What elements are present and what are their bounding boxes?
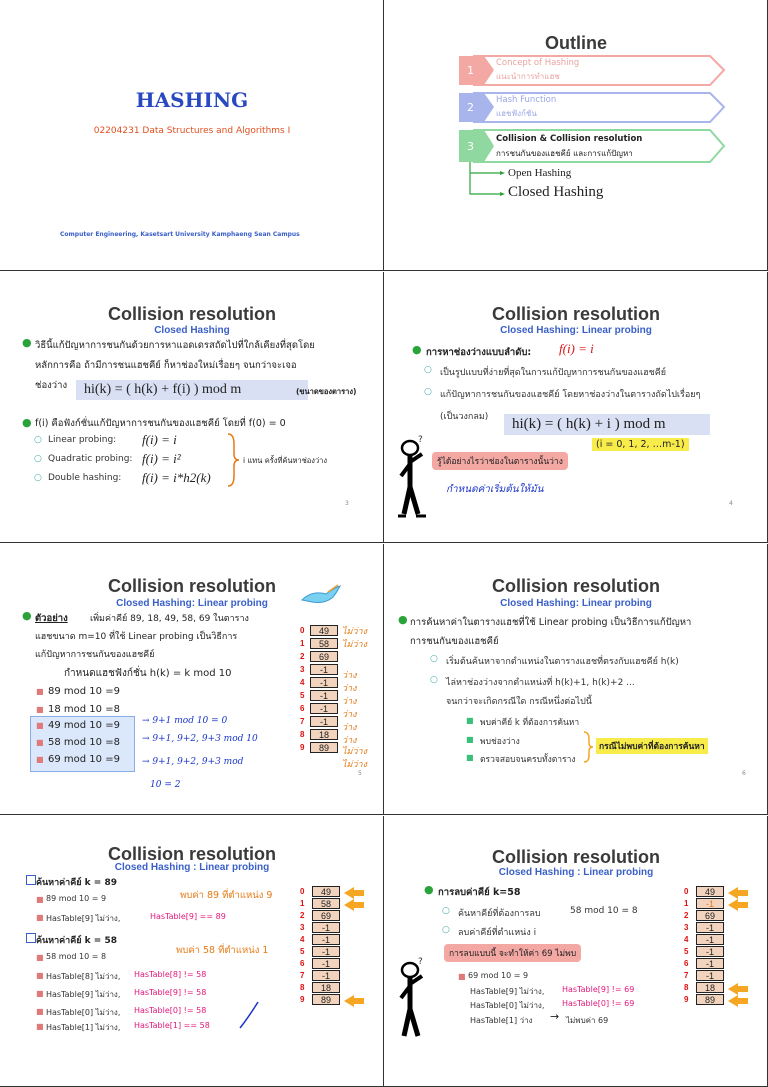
- bullet-text: การหาช่องว่างแบบลำดับ:: [426, 347, 532, 358]
- table-index: 2: [300, 911, 305, 920]
- bullet-icon: ●: [412, 343, 422, 356]
- table-index: 3: [684, 923, 689, 932]
- slide-7: [0, 816, 384, 1087]
- case-2: พบช่องว่าง: [480, 737, 520, 747]
- hash-cell: 49: [312, 886, 340, 897]
- slide-title: Collision resolution: [491, 847, 660, 867]
- para-2: หลักการคือ ถ้ามีการชนแฮชคีย์ ก็หาช่องใหม่เรื่อยๆ จนกว่าจะเจอ: [35, 360, 297, 371]
- formula-text: hi(k) = ( h(k) + f(i) ) mod m: [84, 382, 242, 397]
- query-2-step-4: HasTable[0] ไม่ว่าง,: [46, 1008, 121, 1017]
- checkbox-bullet-icon: [26, 933, 36, 943]
- table-index: 4: [300, 935, 305, 944]
- case-1: พบค่าคีย์ k ที่ต้องการค้นหา: [480, 718, 580, 728]
- pointer-arrow-icon: [728, 995, 738, 1007]
- hash-cell: 58: [312, 898, 340, 909]
- hash-cell: 58: [310, 638, 338, 649]
- outline-num-1: 1: [467, 64, 474, 77]
- example-line-2: แฮชขนาด m=10 ที่ใช้ Linear probing เป็นวิธีการ: [35, 632, 238, 642]
- query-2-step-5: HasTable[1] ไม่ว่าง,: [46, 1023, 121, 1032]
- hash-table: [684, 886, 734, 1016]
- hash-cell: 89: [310, 742, 338, 753]
- table-note: ไม่ว่าง: [342, 747, 367, 757]
- range-box: [592, 438, 689, 451]
- trace-4: HasTable[1] ว่าง: [470, 1016, 533, 1025]
- hash-cell: -1: [310, 677, 338, 688]
- trace-2-cmp: HasTable[9] != 69: [562, 985, 635, 994]
- table-index: 1: [300, 899, 305, 908]
- method-2-name: Quadratic probing:: [48, 454, 133, 464]
- bullet-formula: f(i) = i: [559, 341, 594, 356]
- method-1-f: f(i) = i: [142, 432, 177, 447]
- slide-subtitle: Closed Hashing: [154, 325, 230, 336]
- table-index: 0: [300, 626, 305, 635]
- method-3-f: f(i) = i*h2(k): [142, 470, 211, 485]
- table-index: 1: [684, 899, 689, 908]
- slide-title: Collision resolution: [491, 576, 660, 596]
- unicorn-icon: [298, 584, 344, 606]
- example-line-3: แก้ปัญหาการชนกันของแฮชคีย์: [35, 650, 155, 660]
- page-number: 3: [345, 500, 349, 507]
- hash-cell: 18: [310, 729, 338, 740]
- query-2-step-4-cmp: HasTable[0] != 58: [134, 1006, 207, 1015]
- hash-cell: -1: [696, 922, 724, 933]
- thinking-person-icon: [396, 432, 432, 520]
- slide-6: [384, 544, 768, 815]
- query-1: ค้นหาค่าคีย์ k = 89: [36, 878, 117, 888]
- bullet-line-2: การชนกันของแฮชคีย์: [410, 636, 499, 647]
- trace-4-result: ไม่พบค่า 69: [566, 1016, 609, 1025]
- square-bullet-icon: ■: [466, 735, 474, 744]
- sub-2: แก้ปัญหาการชนกันของแฮชคีย์ โดยหาช่องว่างในตารางถัดไปเรื่อยๆ: [440, 390, 701, 400]
- outline-sub-closed: Closed Hashing: [508, 184, 604, 200]
- square-bullet-icon: ■: [466, 753, 474, 762]
- table-index: 7: [300, 717, 305, 726]
- warning-note-text: การลบแบบนี้ จะทำให้ค่า 69 ไม่พบ: [449, 949, 577, 959]
- outline-item-2-en: Hash Function: [496, 95, 557, 105]
- query-1-step-2-cmp: HasTable[9] == 89: [150, 912, 226, 921]
- outline-item-1-th: แนะนำการทำแฮช: [496, 72, 560, 81]
- slide-5: [0, 544, 384, 815]
- handwritten-step-4: 10 = 2: [150, 780, 181, 790]
- hash-cell: 69: [310, 651, 338, 662]
- method-1-name: Linear probing:: [48, 435, 117, 445]
- query-1-step-2: HasTable[9] ไม่ว่าง,: [46, 914, 121, 923]
- table-note: ว่าง: [342, 723, 357, 733]
- handwritten-step-1: → 9+1 mod 10 = 0: [142, 716, 228, 726]
- trace-1: 69 mod 10 = 9: [468, 971, 529, 980]
- query-1-result: พบค่า 89 ที่ตำแหน่ง 9: [180, 890, 273, 901]
- outline-item-2-th: แฮชฟังก์ชัน: [496, 109, 537, 118]
- brace-icon: [226, 432, 240, 488]
- hash-cell: -1: [310, 703, 338, 714]
- table-index: 0: [684, 887, 689, 896]
- square-bullet-icon: ■: [36, 971, 44, 980]
- table-index: 9: [300, 743, 305, 752]
- table-index: 8: [300, 730, 305, 739]
- query-2: ค้นหาค่าคีย์ k = 58: [36, 936, 117, 946]
- table-index: 5: [684, 947, 689, 956]
- method-3-name: Double hashing:: [48, 473, 122, 483]
- slide-1: [0, 0, 384, 271]
- outline-item-3-th: การชนกันของแฮชคีย์ และการแก้ปัญหา: [496, 149, 633, 158]
- thought-note: [432, 452, 568, 470]
- bullet-line-1: การค้นหาค่าในตารางแฮชที่ใช้ Linear probing เป็นวิธีการแก้ปัญหา: [410, 617, 692, 628]
- slide-subtitle: Closed Hashing: Linear probing: [116, 598, 268, 609]
- delete-step-1: ค้นหาคีย์ที่ต้องการลบ: [458, 909, 541, 919]
- pointer-arrow-icon: [344, 995, 354, 1007]
- query-2-step-1: 58 mod 10 = 8: [46, 952, 107, 961]
- bullet-icon: ●: [22, 609, 32, 622]
- circle-bullet-icon: ○: [424, 365, 432, 375]
- square-bullet-icon: ■: [36, 913, 44, 922]
- hash-cell: -1: [696, 946, 724, 957]
- circle-bullet-icon: ○: [34, 473, 42, 483]
- brace-note: i แทน ครั้งที่ค้นหาช่องว่าง: [243, 456, 328, 465]
- svg-text:?: ?: [418, 435, 423, 445]
- example-line-1: เพิ่มค่าคีย์ 89, 18, 49, 58, 69 ในตาราง: [90, 614, 249, 624]
- table-note: ไม่ว่าง: [342, 760, 367, 770]
- query-2-step-2: HasTable[8] ไม่ว่าง,: [46, 972, 121, 981]
- course-name: 02204231 Data Structures and Algorithms I: [93, 126, 291, 136]
- step-3: จนกว่าจะเกิดกรณีใด กรณีหนึ่งต่อไปนี้: [446, 697, 592, 707]
- pointer-arrow-icon: [728, 899, 738, 911]
- table-index: 5: [300, 947, 305, 956]
- square-bullet-icon: ■: [36, 953, 44, 962]
- slide-3: [0, 272, 384, 543]
- right-arrow-icon: →: [550, 1010, 560, 1023]
- square-bullet-icon: ■: [36, 1007, 44, 1016]
- table-index: 8: [684, 983, 689, 992]
- case-3: ตรวจสอบจนครบทั้งตาราง: [480, 755, 576, 765]
- circle-bullet-icon: ○: [34, 435, 42, 445]
- outline-num-2: 2: [467, 101, 474, 114]
- trace-3-cmp: HasTable[0] != 69: [562, 999, 635, 1008]
- square-bullet-icon: ■: [36, 738, 44, 747]
- table-index: 4: [684, 935, 689, 944]
- footer-text: Computer Engineering, Kasetsart University Kamphaeng Sean Campus: [60, 231, 300, 238]
- slide-title: HASHING: [135, 88, 249, 112]
- page-number: 6: [742, 770, 746, 777]
- table-index: 6: [300, 959, 305, 968]
- handwritten-check-icon: [236, 1000, 262, 1030]
- thought-note-text: รู้ได้อย่างไรว่าช่องในตารางนั้นว่าง: [437, 457, 563, 467]
- hash-cell: -1: [696, 934, 724, 945]
- hash-cell: 49: [310, 625, 338, 636]
- highlight-note-text: กรณีไม่พบค่าที่ต้องการค้นหา: [599, 742, 705, 752]
- circle-bullet-icon: ○: [424, 387, 432, 397]
- table-index: 2: [684, 911, 689, 920]
- table-index: 1: [300, 639, 305, 648]
- query-2-step-2-cmp: HasTable[8] != 58: [134, 970, 207, 979]
- page-number: 4: [729, 500, 733, 507]
- warning-note: [444, 944, 581, 962]
- table-index: 7: [684, 971, 689, 980]
- mod-row-4: 58 mod 10 =8: [48, 737, 120, 748]
- table-index: 2: [300, 652, 305, 661]
- square-bullet-icon: ■: [36, 721, 44, 730]
- table-note: ไม่ว่าง: [342, 640, 367, 650]
- formula-box: [76, 380, 308, 400]
- table-index: 0: [300, 887, 305, 896]
- pointer-arrow-icon: [728, 887, 738, 899]
- brace-icon: [582, 730, 594, 764]
- hash-cell: 69: [696, 910, 724, 921]
- slide-subtitle: Closed Hashing: Linear probing: [500, 598, 652, 609]
- mod-row-1: 89 mod 10 =9: [48, 686, 120, 697]
- slide-title: Collision resolution: [107, 844, 276, 864]
- query-2-step-3-cmp: HasTable[9] != 58: [134, 988, 207, 997]
- query-2-step-5-cmp: HasTable[1] == 58: [134, 1021, 210, 1030]
- example-label: ตัวอย่าง: [35, 613, 68, 624]
- table-note: ว่าง: [342, 710, 357, 720]
- example-line-4: กำหนดแฮชฟังก์ชั่น h(k) = k mod 10: [64, 668, 232, 679]
- checkbox-bullet-icon: [26, 875, 36, 885]
- hash-cell: -1: [312, 946, 340, 957]
- square-bullet-icon: ■: [36, 687, 44, 696]
- table-index: 6: [684, 959, 689, 968]
- table-note: ว่าง: [342, 697, 357, 707]
- square-bullet-icon: ■: [36, 755, 44, 764]
- slide-subtitle: Closed Hashing : Linear probing: [114, 862, 270, 873]
- square-bullet-icon: ■: [36, 895, 44, 904]
- hash-cell: 18: [312, 982, 340, 993]
- slide-8: [384, 816, 768, 1087]
- table-note: ว่าง: [342, 736, 357, 746]
- circle-bullet-icon: ○: [442, 925, 450, 935]
- mod-row-3: 49 mod 10 =9: [48, 720, 120, 731]
- slide-subtitle: Closed Hashing: Linear probing: [500, 325, 652, 336]
- hash-cell: -1: [312, 934, 340, 945]
- fi-definition: f(i) คือฟังก์ชั่นแก้ปัญหาการชนกันของแฮชคีย์ โดยที่ f(0) = 0: [35, 418, 286, 429]
- hash-cell: -1: [310, 716, 338, 727]
- circle-bullet-icon: ○: [430, 675, 438, 685]
- hash-cell: -1: [312, 922, 340, 933]
- mod-row-5: 69 mod 10 =9: [48, 754, 120, 765]
- table-note: ไม่ว่าง: [342, 627, 367, 637]
- hash-cell: 89: [696, 994, 724, 1005]
- page-number: 5: [358, 770, 362, 777]
- slide-subtitle: Closed Hashing : Linear probing: [498, 867, 654, 878]
- table-index: 4: [300, 678, 305, 687]
- table-index: 9: [300, 995, 305, 1004]
- table-index: 9: [684, 995, 689, 1004]
- slide-2: [384, 0, 768, 271]
- hash-cell: -1: [312, 970, 340, 981]
- thinking-person-icon: [396, 954, 432, 1042]
- formula-text: hi(k) = ( h(k) + i ) mod m: [512, 416, 666, 432]
- hash-cell: -1: [310, 664, 338, 675]
- trace-3: HasTable[0] ไม่ว่าง,: [470, 1001, 545, 1010]
- table-index: 3: [300, 923, 305, 932]
- delete-heading: การลบค่าคีย์ k=58: [438, 887, 521, 898]
- table-index: 5: [300, 691, 305, 700]
- table-note: ว่าง: [342, 684, 357, 694]
- method-2-f: f(i) = i²: [142, 451, 181, 466]
- table-note: ว่าง: [342, 671, 357, 681]
- circle-bullet-icon: ○: [430, 654, 438, 664]
- table-index: 6: [300, 704, 305, 713]
- handwritten-step-3: → 9+1, 9+2, 9+3 mod: [142, 757, 244, 767]
- slide-title: Collision resolution: [491, 304, 660, 324]
- step-2: ไล่หาช่องว่างจากตำแหน่งที่ h(k)+1, h(k)+2 ...: [446, 678, 635, 688]
- bullet-icon: ●: [22, 336, 32, 349]
- slide-title: Collision resolution: [107, 576, 276, 596]
- query-2-result: พบค่า 58 ที่ตำแหน่ง 1: [176, 945, 269, 956]
- circle-bullet-icon: ○: [34, 454, 42, 464]
- step-1: เริ่มต้นค้นหาจากตำแหน่งในตารางแฮชที่ตรงกับแฮชคีย์ h(k): [446, 657, 679, 667]
- hash-cell: -1: [312, 958, 340, 969]
- range-text: (i = 0, 1, 2, …m-1): [596, 439, 685, 450]
- bullet-icon: ●: [424, 883, 434, 896]
- para-1: วิธีนี้แก้ปัญหาการชนกันด้วยการหาแอดเดรสถัดไปที่ใกล้เคียงที่สุดโดย: [35, 340, 315, 351]
- delete-step-1-calc: 58 mod 10 = 8: [570, 906, 638, 916]
- hash-cell: -1: [310, 690, 338, 701]
- hash-cell: -1: [696, 898, 724, 909]
- circle-bullet-icon: ○: [442, 906, 450, 916]
- table-index: 3: [300, 665, 305, 674]
- slide-title: Collision resolution: [107, 304, 276, 324]
- sub-3: (เป็นวงกลม): [440, 412, 489, 422]
- square-bullet-icon: ■: [36, 989, 44, 998]
- mod-row-2: 18 mod 10 =8: [48, 704, 120, 715]
- hash-cell: 49: [696, 886, 724, 897]
- slide-title: Outline: [545, 33, 607, 53]
- query-2-step-3: HasTable[9] ไม่ว่าง,: [46, 990, 121, 999]
- bullet-icon: ●: [22, 416, 32, 429]
- trace-2: HasTable[9] ไม่ว่าง,: [470, 987, 545, 996]
- outline-item-3-en: Collision & Collision resolution: [496, 134, 643, 144]
- query-1-step-1: 89 mod 10 = 9: [46, 894, 107, 903]
- hash-cell: 89: [312, 994, 340, 1005]
- outline-num-3: 3: [467, 140, 474, 153]
- pointer-arrow-icon: [344, 899, 354, 911]
- highlight-note: [596, 738, 708, 754]
- formula-box: [504, 414, 710, 435]
- delete-step-2: ลบค่าคีย์ที่ตำแหน่ง i: [458, 928, 537, 938]
- hash-cell: -1: [696, 970, 724, 981]
- svg-text:?: ?: [418, 957, 423, 967]
- outline-sub-open: Open Hashing: [508, 167, 572, 179]
- table-index: 8: [300, 983, 305, 992]
- slide-4: [384, 272, 768, 543]
- handwritten-step-2: → 9+1, 9+2, 9+3 mod 10: [142, 734, 258, 744]
- table-index: 7: [300, 971, 305, 980]
- hash-cell: -1: [696, 958, 724, 969]
- square-bullet-icon: ■: [458, 972, 466, 981]
- para-3: ช่องว่าง: [35, 380, 68, 391]
- square-bullet-icon: ■: [36, 1022, 44, 1031]
- hash-cell: 69: [312, 910, 340, 921]
- handwritten-note: กำหนดค่าเริ่มต้นให้มัน: [446, 484, 544, 495]
- square-bullet-icon: ■: [466, 716, 474, 725]
- pointer-arrow-icon: [728, 983, 738, 995]
- hash-cell: 18: [696, 982, 724, 993]
- hash-table: [300, 886, 350, 1016]
- formula-note: (ขนาดของตาราง): [296, 387, 357, 396]
- outline-item-1-en: Concept of Hashing: [496, 58, 580, 68]
- pointer-arrow-icon: [344, 887, 354, 899]
- bullet-icon: ●: [398, 613, 408, 626]
- sub-1: เป็นรูปแบบที่ง่ายที่สุดในการแก้ปัญหาการชนกันของแฮชคีย์: [440, 368, 666, 378]
- square-bullet-icon: ■: [36, 705, 44, 714]
